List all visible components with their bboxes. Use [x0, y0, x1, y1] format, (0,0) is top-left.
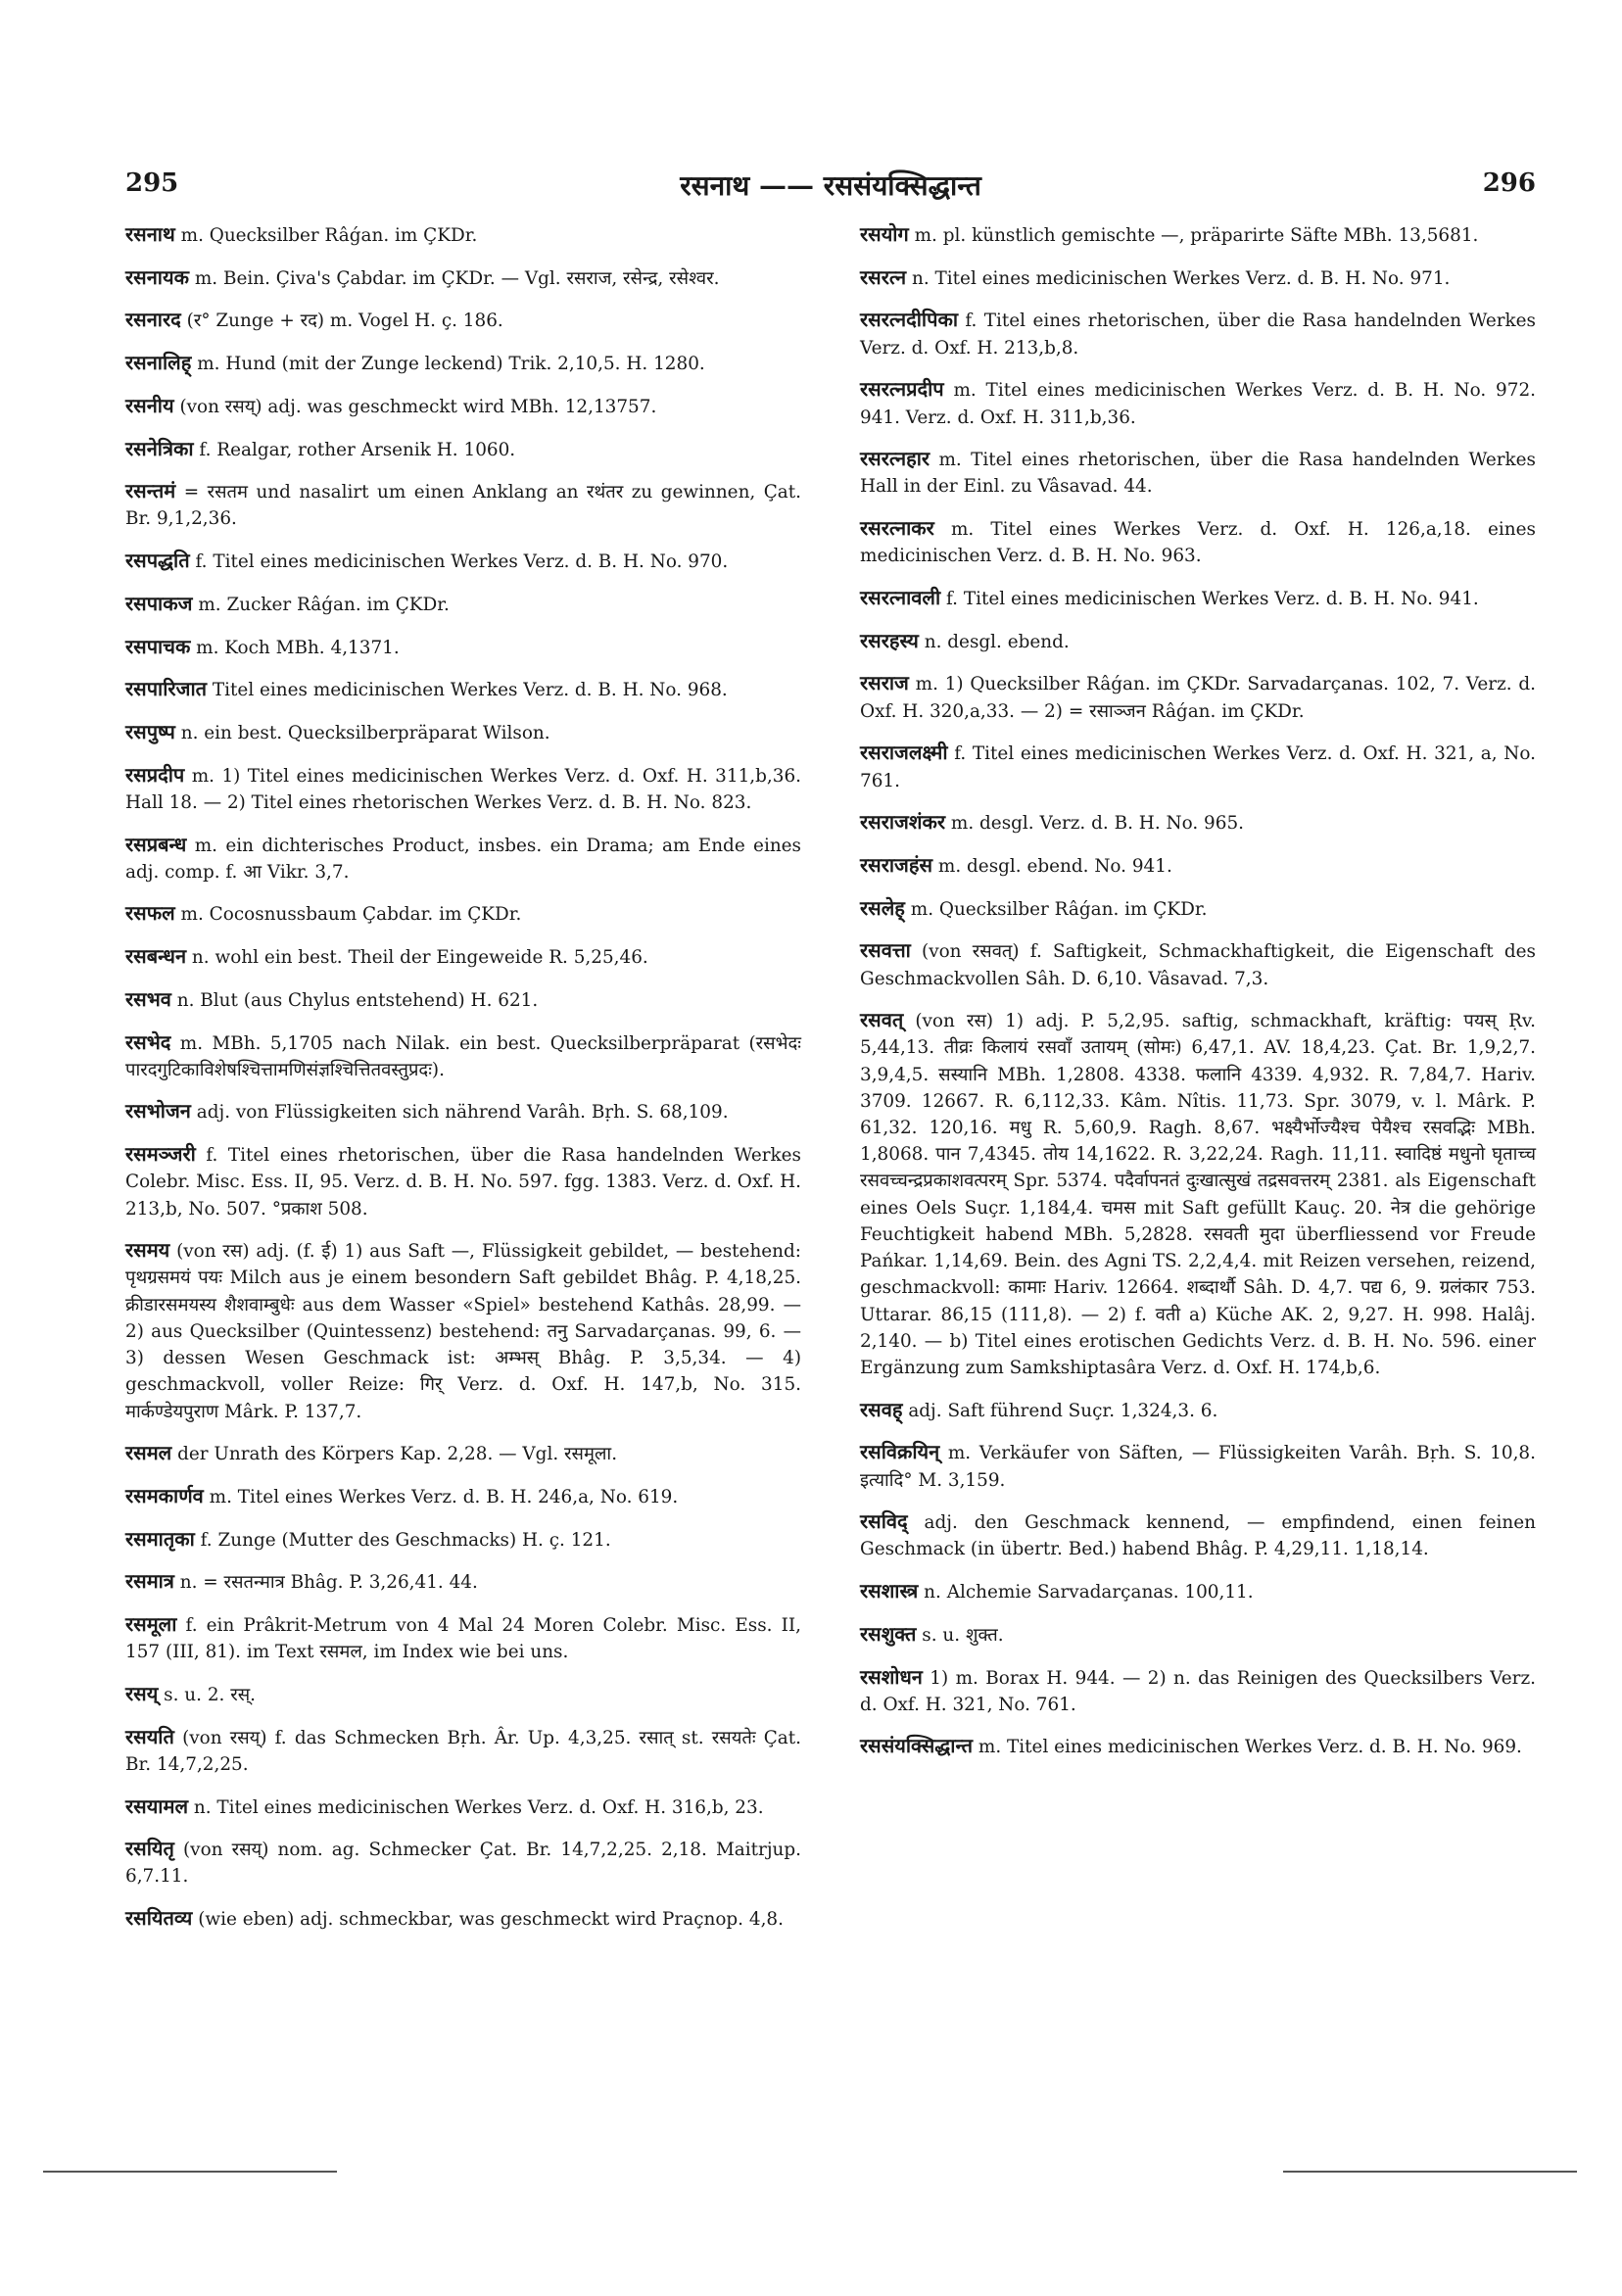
entry-headword: रसमञ्जरी [125, 1142, 196, 1167]
entry-definition: (von रसय्) adj. was geschmeckt wird MBh. 12,13757. [179, 396, 657, 417]
entry-headword: रसरत्नहार [860, 447, 930, 471]
left-column [125, 221, 801, 1948]
entry-definition: f. Realgar, rother Arsenik H. 1060. [199, 439, 516, 460]
entry-definition: m. Titel eines medicinischen Werkes Verz. d. B. H. No. 969. [978, 1737, 1522, 1758]
entry-definition: n. wohl ein best. Theil der Eingeweide R. 5,25,46. [191, 947, 648, 969]
entry-definition: f. Titel eines medicinischen Werkes Verz. d. B. H. No. 941. [946, 589, 1479, 610]
dictionary-entry [860, 1439, 1536, 1493]
running-head: रसनाथ —— रससंयक्सिद्धान्त [680, 169, 981, 202]
entry-headword: रसरत्न [860, 264, 907, 289]
entry-headword: रसपाकज [125, 591, 193, 615]
right-column [860, 221, 1536, 1776]
dictionary-entry [860, 515, 1536, 569]
dictionary-entry [860, 1733, 1536, 1760]
dictionary-entry [125, 478, 801, 532]
entry-definition: m. desgl. ebend. No. 941. [937, 855, 1172, 877]
entry-definition: (र° Zunge + रद) m. Vogel H. ç. 186. [186, 311, 503, 332]
dictionary-entry [125, 1724, 801, 1778]
entry-definition: m. ein dichterisches Product, insbes. ein Drama; am Ende eines adj. comp. f. आ Vikr. 3,7. [125, 835, 801, 883]
entry-headword: रसशोधन [860, 1664, 923, 1689]
entry-headword: रसपाचक [125, 634, 191, 658]
dictionary-entry [860, 1397, 1536, 1424]
dictionary-entry [125, 1029, 801, 1083]
page-header [125, 168, 1536, 208]
entry-definition: m. Verkäufer von Säften, — Flüssigkeiten Varâh. Bṛh. S. 10,8. इत्यादि° M. 3,159. [860, 1443, 1536, 1491]
entry-definition: m. Koch MBh. 4,1371. [196, 637, 400, 658]
entry-definition: s. u. 2. रस्. [164, 1684, 257, 1705]
entry-definition: adj. von Flüssigkeiten sich nährend Varâh. Bṛh. S. 68,109. [196, 1102, 729, 1124]
entry-headword: रसमात्र [125, 1569, 174, 1594]
entry-definition: = रसतम und nasalirt um einen Anklang an रथंतर zu gewinnen, Çat. Br. 9,1,2,36. [125, 482, 801, 530]
entry-definition: m. 1) Titel eines medicinischen Werkes Verz. d. Oxf. H. 311,b,36. Hall 18. — 2) Titel eines rhetorischen Werkes Verz. d. B. H. No. 823. [125, 765, 801, 813]
dictionary-entry [860, 221, 1536, 249]
entry-headword: रसराज [860, 671, 909, 695]
dictionary-entry [860, 670, 1536, 724]
entry-headword: रसराजलक्ष्मी [860, 741, 948, 765]
entry-definition: (wie eben) adj. schmeckbar, was geschmeckt wird Praçnop. 4,8. [198, 1909, 784, 1931]
dictionary-entry [125, 1237, 801, 1424]
left-page-number: 295 [125, 168, 179, 198]
entry-headword: रसभव [125, 986, 171, 1011]
entry-definition: s. u. शुक्त. [922, 1624, 1004, 1646]
entry-headword: रसपुष्प [125, 719, 175, 743]
entry-headword: रसबन्धन [125, 944, 187, 969]
dictionary-entry [125, 719, 801, 746]
entry-definition: m. desgl. Verz. d. B. H. No. 965. [950, 813, 1245, 835]
entry-headword: रसनीय [125, 393, 174, 417]
dictionary-entry [125, 1483, 801, 1510]
entry-definition: m. Cocosnussbaum Çabdar. im ÇKDr. [180, 904, 522, 926]
dictionary-entry [860, 1621, 1536, 1649]
entry-headword: रसमातृका [125, 1526, 195, 1551]
dictionary-entry [125, 1526, 801, 1554]
entry-headword: रसप्रदीप [125, 762, 185, 787]
entry-definition: (von रसवत्) f. Saftigkeit, Schmackhaftigkeit, die Eigenschaft des Geschmackvollen Sâh. D. 6,10. Vâsavad. 7,3. [860, 941, 1536, 989]
dictionary-entry [125, 350, 801, 377]
dictionary-entry [125, 676, 801, 703]
entry-definition: (von रस) 1) adj. P. 5,2,95. saftig, schmackhaft, kräftig: पयस् Ṛv. 5,44,13. तीव्रः किलायं रसवाँ उतायम् (सोमः) 6,47,1. AV. 18,4,23. Çat. Br. 1,9,2,7. 3,9,4,5. सस्यानि MBh. 1,2808. 4338. फलानि 4339. 4,932. R. 7,84,7. Hariv. 3709. 12667. R. 6,112,33. Kâm. Nîtis. 11,73. Spr. 3079, v. l. Mârk. P. 61,32. 120,16. मधु R. 5,60,9. Ragh. 8,67. भक्ष्यैर्भोज्यैश्च पेयैश्च रसवद्भिः MBh. 1,8068. पान 7,4345. तोय 14,1622. R. 3,22,24. Ragh. 11,11. स्वादिष्ठं मधुनो घृताच्च रसवच्चन्द्रप्रकाशवत्परम् Spr. 5374. पदैर्वापनतं दुःखात्सुखं तद्रसवत्तरम् 2381. als Eigenschaft eines Oels Suçr. 1,184,4. चमस mit Saft gefüllt Kauç. 20. नेत्र die gehörige Feuchtigkeit habend MBh. 5,2828. रसवती मुदा überfliessend vor Freude Pańkar. 1,14,69. Bein. des Agni TS. 2,2,4,4. mit Reizen versehen, reizend, geschmackvoll: कामाः Hariv. 12664. शब्दार्थौ Sâh. D. 4,7. पद्य 6, 9. ग्रलंकार 753. Uttarar. 86,15 (111,8). — 2) f. वती a) Küche AK. 2, 9,27. H. 998. Halâj. 2,140. — b) Titel eines erotischen Gedichts Verz. d. B. H. No. 596. einer Ergänzung zum Samkshiptasâra Verz. d. Oxf. H. 174,b,6. [860, 1011, 1536, 1378]
entry-headword: रसयोग [860, 222, 909, 246]
entry-headword: रसन्तमं [125, 479, 176, 503]
entry-definition: m. Titel eines rhetorischen, über die Rasa handelnden Werkes Hall in der Einl. zu Vâsavad. 44. [860, 450, 1536, 498]
entry-definition: m. Quecksilber Râǵan. im ÇKDr. [910, 898, 1208, 920]
entry-headword: रसविक्रयिन् [860, 1440, 940, 1464]
entry-headword: रसरत्नावली [860, 586, 941, 610]
dictionary-entry [125, 264, 801, 292]
entry-definition: m. Titel eines Werkes Verz. d. Oxf. H. 126,a,18. eines medicinischen Verz. d. B. H. No. 963. [860, 519, 1536, 567]
dictionary-entry [125, 307, 801, 334]
entry-definition: m. Bein. Çiva's Çabdar. im ÇKDr. — Vgl. रसराज, रसेन्द्र, रसेश्वर. [194, 267, 720, 289]
entry-definition: f. Zunge (Mutter des Geschmacks) H. ç. 121. [200, 1529, 611, 1551]
entry-definition: (von रसय्) f. das Schmecken Bṛh. Âr. Up. 4,3,25. रसात् st. रसयतेः Çat. Br. 14,7,2,25. [125, 1727, 801, 1775]
dictionary-entry [125, 943, 801, 971]
entry-definition: n. Titel eines medicinischen Werkes Verz. d. Oxf. H. 316,b, 23. [193, 1796, 764, 1818]
footer-rule-right [1283, 2171, 1577, 2173]
entry-headword: रसनारद [125, 308, 181, 332]
entry-headword: रसशुक्त [860, 1621, 917, 1646]
entry-headword: रसरत्नदीपिका [860, 308, 958, 332]
dictionary-entry [125, 548, 801, 575]
entry-headword: रसवह् [860, 1397, 903, 1421]
entry-definition: n. Alchemie Sarvadarçanas. 100,11. [924, 1582, 1254, 1603]
entry-headword: रसप्रबन्ध [125, 832, 187, 856]
dictionary-entry [125, 221, 801, 249]
entry-headword: रसवत्ता [860, 938, 911, 963]
entry-definition: f. Titel eines medicinischen Werkes Verz. d. Oxf. H. 321, a, No. 761. [860, 743, 1536, 791]
entry-headword: रसयामल [125, 1794, 188, 1818]
entry-definition: n. Titel eines medicinischen Werkes Verz. d. B. H. No. 971. [911, 267, 1451, 289]
footer-rule-left [43, 2171, 337, 2173]
dictionary-entry [125, 1905, 801, 1933]
entry-definition: m. 1) Quecksilber Râǵan. im ÇKDr. Sarvadarçanas. 102, 7. Verz. d. Oxf. H. 320,a,33. — 2) = रसाञ्जन Râǵan. im ÇKDr. [860, 674, 1536, 722]
entry-headword: रसभोजन [125, 1099, 191, 1124]
entry-headword: रसमूला [125, 1612, 177, 1637]
dictionary-entry [860, 628, 1536, 655]
entry-definition: m. Titel eines Werkes Verz. d. B. H. 246,a, No. 619. [209, 1486, 679, 1507]
entry-definition: n. Blut (aus Chylus entstehend) H. 621. [176, 989, 539, 1011]
entry-headword: रसलेह् [860, 895, 905, 920]
dictionary-entry [125, 900, 801, 928]
entry-definition: m. Hund (mit der Zunge leckend) Trik. 2,10,5. H. 1280. [197, 354, 705, 375]
entry-definition: f. Titel eines rhetorischen, über die Rasa handelnden Werkes Colebr. Misc. Ess. II, 95. Verz. d. B. H. No. 597. fgg. 1383. Verz. d. Oxf. H. 213,b, No. 507. °प्रकाश 508. [125, 1145, 801, 1220]
dictionary-entry [125, 1836, 801, 1889]
entry-headword: रसमकार्णव [125, 1483, 204, 1507]
right-page-number: 296 [1482, 168, 1536, 198]
entry-definition: m. MBh. 5,1705 nach Nilak. ein best. Quecksilberpräparat (रसभेदः पारदगुटिकाविशेषश्चित्तामणिसंज्ञश्चित्तितवस्तुप्रदः). [125, 1032, 802, 1080]
dictionary-entry [860, 740, 1536, 793]
entry-definition: der Unrath des Körpers Kap. 2,28. — Vgl. रसमूला. [177, 1444, 618, 1465]
entry-headword: रसनायक [125, 264, 189, 289]
entry-headword: रसयितृ [125, 1837, 174, 1861]
entry-headword: रसवत् [860, 1008, 904, 1032]
dictionary-entry [125, 1794, 801, 1821]
entry-headword: रसरत्नप्रदीप [860, 377, 944, 402]
dictionary-entry [860, 376, 1536, 430]
dictionary-entry [125, 1681, 801, 1708]
dictionary-entry [125, 1568, 801, 1596]
entry-headword: रसफल [125, 901, 175, 926]
entry-definition: f. Titel eines medicinischen Werkes Verz. d. B. H. No. 970. [195, 551, 729, 573]
entry-headword: रसरहस्य [860, 628, 919, 652]
dictionary-entry [860, 937, 1536, 991]
entry-headword: रसशास्त्र [860, 1579, 919, 1603]
entry-headword: रसविद् [860, 1509, 908, 1534]
entry-headword: रसराजशंकर [860, 810, 946, 835]
entry-definition: Titel eines medicinischen Werkes Verz. d. B. H. No. 968. [212, 680, 728, 701]
entry-headword: रसभेद [125, 1029, 171, 1054]
entry-headword: रसय् [125, 1681, 159, 1705]
dictionary-entry [125, 1611, 801, 1665]
entry-headword: रसनाथ [125, 222, 175, 246]
entry-headword: रसराजहंस [860, 852, 933, 877]
dictionary-entry [125, 986, 801, 1014]
entry-definition: n. desgl. ebend. [924, 631, 1070, 652]
dictionary-entry [860, 307, 1536, 360]
dictionary-entry [860, 446, 1536, 500]
dictionary-entry [125, 393, 801, 420]
entry-headword: रसनेत्रिका [125, 436, 194, 460]
entry-definition: (von रस) adj. (f. ई) 1) aus Saft —, Flüssigkeit gebildet, — bestehend: पृथग्रसमयं पयः Milch aus je einem besondern Saft gebildet Bhâg. P. 4,18,25. क्रीडारसमयस्य शैशवाम्बुधेः aus dem Wasser «Spiel» bestehend Kathâs. 28,99. — 2) aus Quecksilber (Quintessenz) bestehend: तनु Sarvadarçanas. 99, 6. — 3) dessen Wesen Geschmack ist: अम्भस् Bhâg. P. 3,5,34. — 4) geschmackvoll, voller Reize: गिर् Verz. d. Oxf. H. 147,b, No. 315. मार्कण्डेयपुराण Mârk. P. 137,7. [125, 1241, 801, 1422]
dictionary-entry [860, 1664, 1536, 1718]
dictionary-entry [125, 1440, 801, 1467]
entry-definition: n. ein best. Quecksilberpräparat Wilson. [180, 722, 550, 743]
entry-definition: (von रसय्) nom. ag. Schmecker Çat. Br. 14,7,2,25. 2,18. Maitrjup. 6,7.11. [125, 1840, 801, 1888]
entry-headword: रसमय [125, 1238, 170, 1263]
entry-definition: 1) m. Borax H. 944. — 2) n. das Reinigen des Quecksilbers Verz. d. Oxf. H. 321, No. 761. [860, 1667, 1536, 1715]
dictionary-entry [125, 634, 801, 661]
dictionary-entry [125, 1098, 801, 1125]
dictionary-entry [860, 585, 1536, 612]
entry-definition: f. Titel eines rhetorischen, über die Rasa handelnden Werkes Verz. d. Oxf. H. 213,b,8. [860, 311, 1536, 359]
dictionary-entry [860, 264, 1536, 292]
entry-definition: f. ein Prâkrit-Metrum von 4 Mal 24 Moren Colebr. Misc. Ess. II, 157 (III, 81). im Text रसमल, im Index wie bei uns. [125, 1615, 801, 1663]
dictionary-entry [860, 1007, 1536, 1381]
entry-definition: m. Titel eines medicinischen Werkes Verz. d. B. H. No. 972. 941. Verz. d. Oxf. H. 311,b,36. [860, 380, 1536, 428]
entry-headword: रसपद्धति [125, 549, 190, 573]
entry-headword: रसयति [125, 1724, 174, 1748]
entry-headword: रसयितव्य [125, 1906, 193, 1931]
entry-definition: m. pl. künstlich gemischte —, präparirte Säfte MBh. 13,5681. [914, 225, 1479, 246]
entry-definition: adj. den Geschmack kennend, — empfindend, einen feinen Geschmack (in übertr. Bed.) habend Bhâg. P. 4,29,11. 1,18,14. [860, 1512, 1536, 1560]
dictionary-entry [125, 591, 801, 618]
entry-definition: m. Zucker Râǵan. im ÇKDr. [198, 594, 450, 615]
dictionary-entry [125, 436, 801, 463]
entry-definition: adj. Saft führend Suçr. 1,324,3. 6. [908, 1400, 1218, 1421]
entry-headword: रससंयक्सिद्धान्त [860, 1734, 974, 1758]
entry-headword: रसपारिजात [125, 677, 208, 701]
dictionary-entry [125, 1141, 801, 1222]
dictionary-entry [860, 895, 1536, 923]
entry-headword: रसरत्नाकर [860, 516, 934, 541]
entry-definition: n. = रसतन्मात्र Bhâg. P. 3,26,41. 44. [179, 1572, 478, 1594]
dictionary-entry [860, 1508, 1536, 1562]
dictionary-entry [860, 1578, 1536, 1605]
dictionary-entry [125, 762, 801, 816]
dictionary-entry [125, 832, 801, 885]
dictionary-entry [860, 809, 1536, 837]
dictionary-entry [860, 852, 1536, 880]
entry-definition: m. Quecksilber Râǵan. im ÇKDr. [180, 225, 478, 246]
entry-headword: रसनालिह् [125, 351, 192, 375]
entry-headword: रसमल [125, 1441, 172, 1465]
